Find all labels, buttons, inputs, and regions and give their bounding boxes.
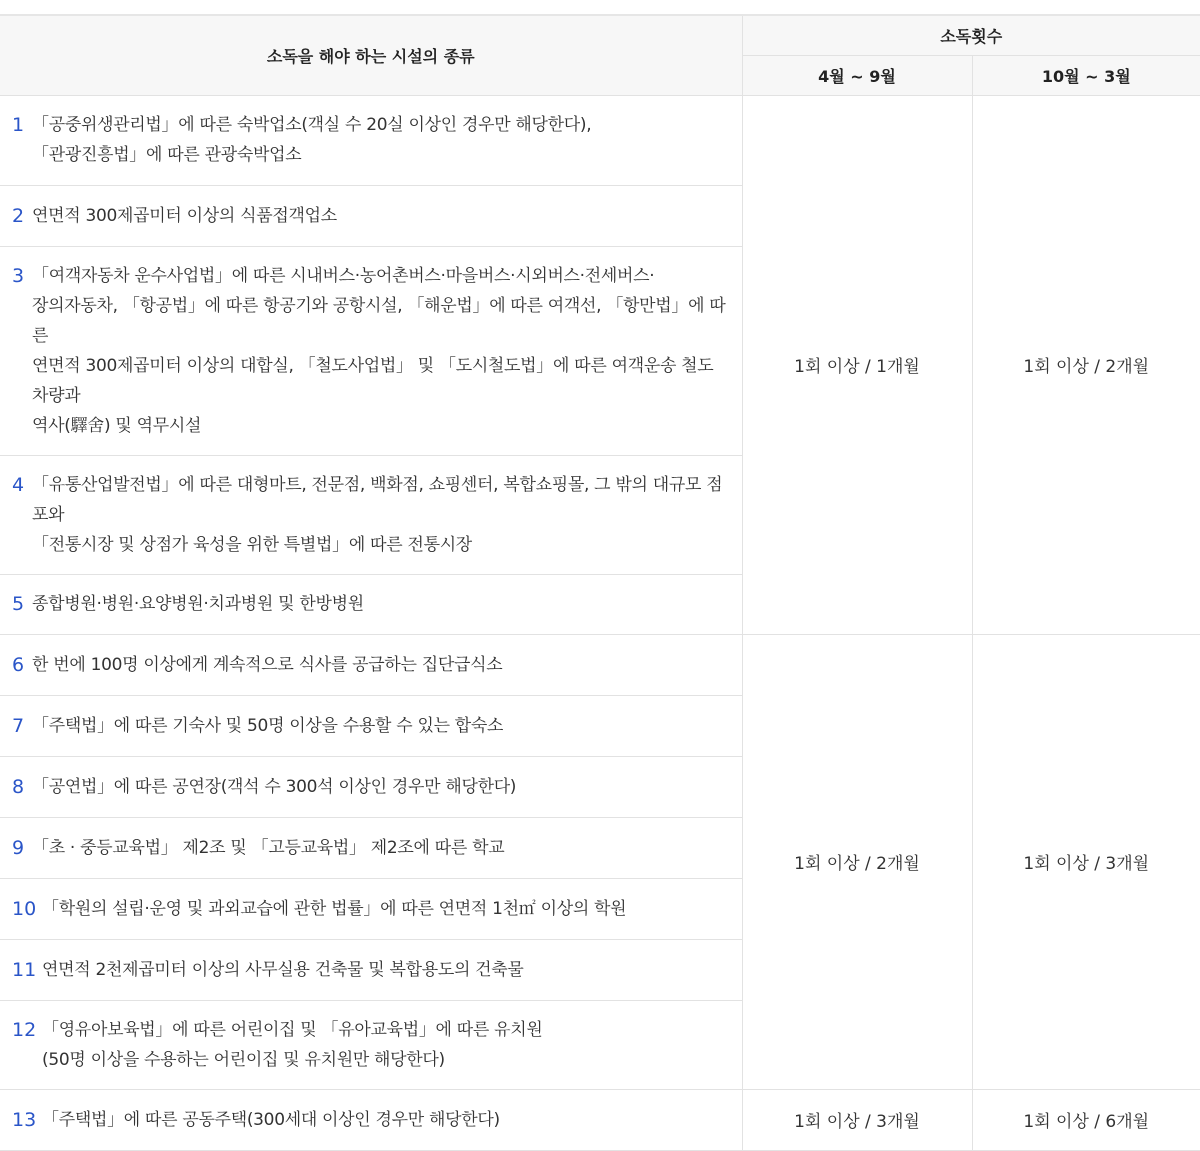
header-facility-type: 소독을 해야 하는 시설의 종류 bbox=[0, 15, 742, 95]
item-text: 「영유아보육법」에 따른 어린이집 및 「유아교육법」에 따른 유치원 (50명 이상을 수용하는 어린이집 및 유치원만 해당한다) bbox=[42, 1019, 543, 1070]
item-number: 4 bbox=[12, 473, 25, 496]
frequency-summer-cell: 1회 이상 / 3개월 bbox=[742, 1089, 972, 1150]
facility-cell bbox=[0, 95, 742, 185]
facility-cell bbox=[0, 817, 742, 878]
item-number: 8 bbox=[12, 775, 25, 798]
facility-cell bbox=[0, 1089, 742, 1150]
item-text: 「주택법」에 따른 기숙사 및 50명 이상을 수용할 수 있는 합숙소 bbox=[32, 715, 504, 736]
item-text: 「유통산업발전법」에 따른 대형마트, 전문점, 백화점, 쇼핑센터, 복합쇼핑몰, 그 밖의 대규모 점포와 「전통시장 및 상점가 육성을 위한 특별법」에 따른 전통시장 bbox=[32, 474, 723, 555]
item-text: 「공연법」에 따른 공연장(객석 수 300석 이상인 경우만 해당한다) bbox=[32, 776, 517, 797]
disinfection-table bbox=[0, 14, 1200, 1151]
item-number: 5 bbox=[12, 593, 25, 615]
item-text: 연면적 300제곱미터 이상의 식품접객업소 bbox=[32, 205, 337, 226]
item-text: 「학원의 설립·운영 및 과외교습에 관한 법률」에 따른 연면적 1천㎡ 이상의 학원 bbox=[42, 898, 627, 919]
item-number: 12 bbox=[12, 1018, 37, 1041]
table-row bbox=[0, 634, 1200, 695]
facility-cell bbox=[0, 574, 742, 634]
item-number: 2 bbox=[12, 204, 25, 227]
item-number: 10 bbox=[12, 897, 37, 920]
item-text: 연면적 2천제곱미터 이상의 사무실용 건축물 및 복합용도의 건축물 bbox=[42, 959, 524, 980]
item-number: 7 bbox=[12, 714, 25, 737]
facility-cell bbox=[0, 939, 742, 1000]
item-number: 1 bbox=[12, 114, 25, 136]
item-text: 「여객자동차 운수사업법」에 따른 시내버스·농어촌버스·마을버스·시외버스·전세버스· 장의자동차, 「항공법」에 따른 항공기와 공항시설, 「해운법」에 따른 여객선, 「항만법」에 따른 연면적 300제곱미터 이상의 대합실, 「철도사업법」 및 「도시철도법」에 따른 여객운송 철도차량과 역사(驛舍) 및 역무시설 bbox=[32, 265, 726, 436]
item-text: 종합병원·병원·요양병원·치과병원 및 한방병원 bbox=[32, 594, 364, 614]
facility-cell bbox=[0, 756, 742, 817]
frequency-winter-cell: 1회 이상 / 2개월 bbox=[972, 95, 1200, 634]
table-row bbox=[0, 95, 1200, 185]
item-number: 9 bbox=[12, 836, 25, 859]
item-number: 3 bbox=[12, 264, 25, 287]
table-row bbox=[0, 1089, 1200, 1150]
item-text: 「주택법」에 따른 공동주택(300세대 이상인 경우만 해당한다) bbox=[42, 1109, 500, 1130]
item-number: 11 bbox=[12, 958, 37, 981]
header-frequency: 소독횟수 bbox=[742, 15, 1200, 55]
frequency-winter-cell: 1회 이상 / 3개월 bbox=[972, 634, 1200, 1089]
facility-cell bbox=[0, 1000, 742, 1089]
facility-cell bbox=[0, 695, 742, 756]
frequency-summer-cell: 1회 이상 / 1개월 bbox=[742, 95, 972, 634]
facility-cell bbox=[0, 634, 742, 695]
facility-cell bbox=[0, 185, 742, 246]
frequency-summer-cell: 1회 이상 / 2개월 bbox=[742, 634, 972, 1089]
frequency-winter-cell: 1회 이상 / 6개월 bbox=[972, 1089, 1200, 1150]
item-text: 「초 · 중등교육법」 제2조 및 「고등교육법」 제2조에 따른 학교 bbox=[32, 837, 505, 858]
facility-cell bbox=[0, 455, 742, 574]
header-period-summer: 4월 ~ 9월 bbox=[742, 55, 972, 95]
item-text: 「공중위생관리법」에 따른 숙박업소(객실 수 20실 이상인 경우만 해당한다), 「관광진흥법」에 따른 관광숙박업소 bbox=[32, 115, 592, 165]
item-number: 13 bbox=[12, 1108, 37, 1131]
item-number: 6 bbox=[12, 653, 25, 676]
facility-cell bbox=[0, 246, 742, 455]
facility-cell bbox=[0, 878, 742, 939]
header-period-winter: 10월 ~ 3월 bbox=[972, 55, 1200, 95]
item-text: 한 번에 100명 이상에게 계속적으로 식사를 공급하는 집단급식소 bbox=[32, 654, 503, 675]
